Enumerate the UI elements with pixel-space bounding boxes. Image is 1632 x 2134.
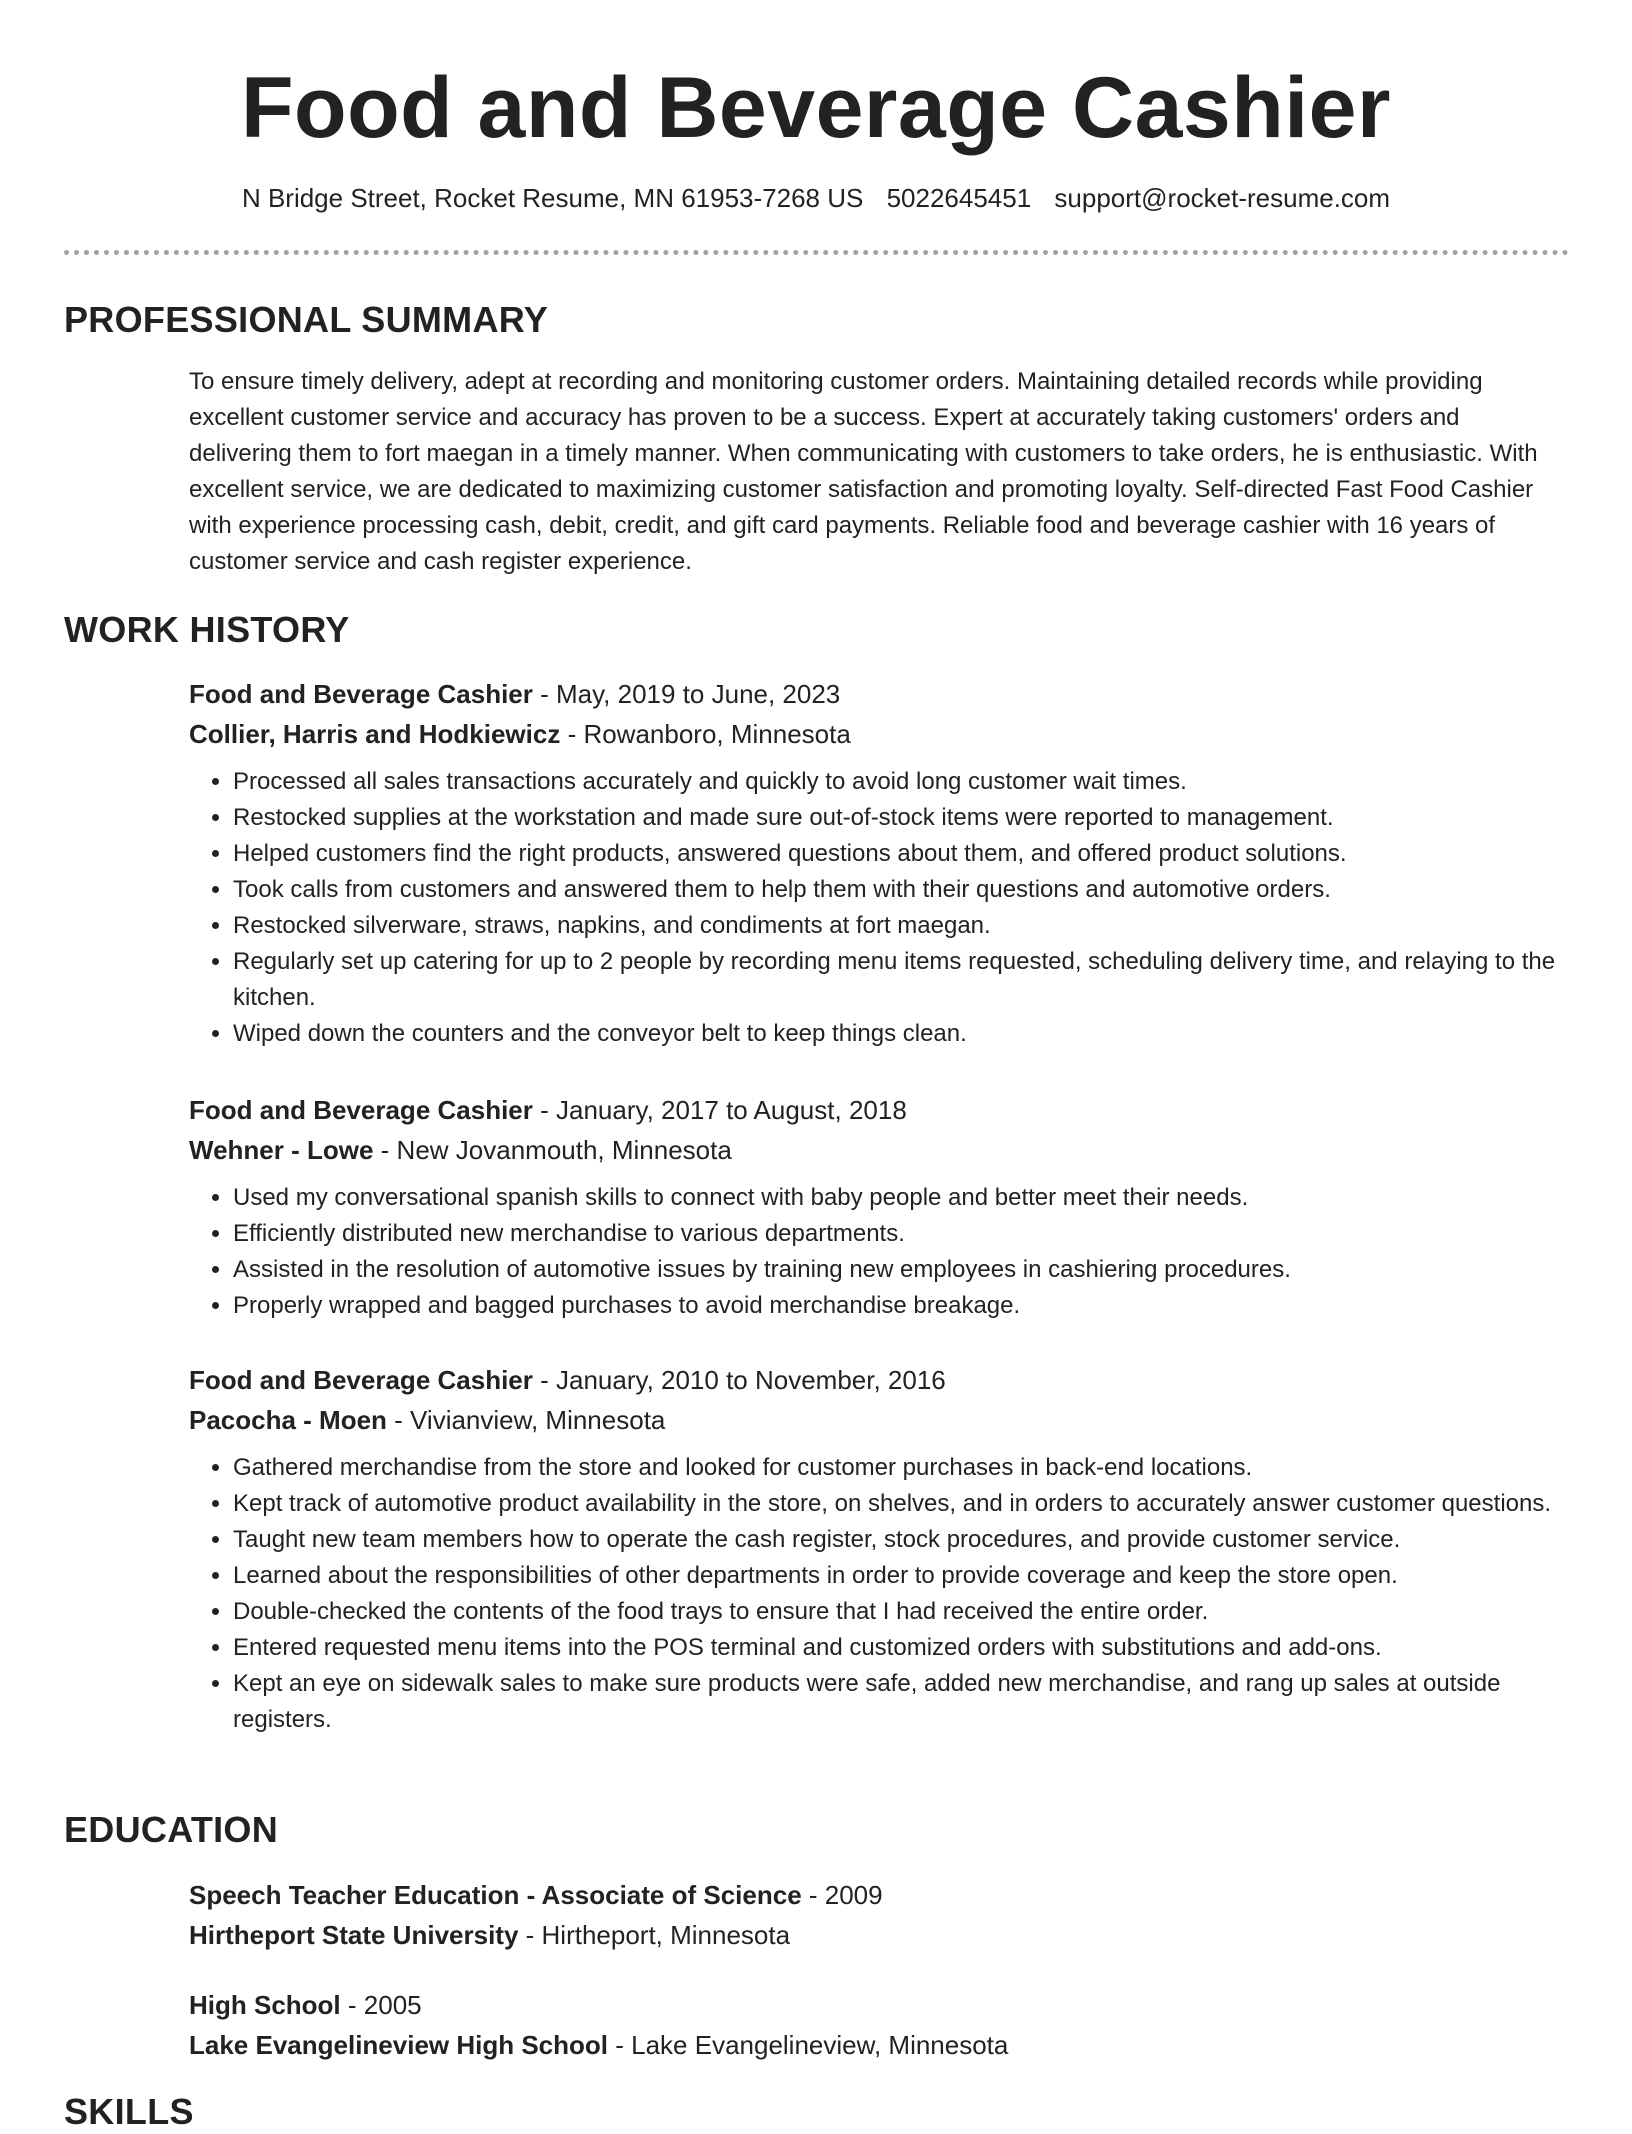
contact-line: [0, 180, 1632, 216]
education-school: Lake Evangelineview High School: [189, 2030, 609, 2060]
education-entry: [189, 1985, 1559, 2065]
resume-name: Food and Beverage Cashier: [241, 60, 1391, 156]
education-entry: [189, 1875, 1559, 1955]
job-bullet: • Restocked silverware, straws, napkins, and condiments at fort maegan.: [233, 908, 1559, 944]
job-location: - Vivianview, Minnesota: [386, 1405, 666, 1435]
job-location: - Rowanboro, Minnesota: [560, 719, 851, 749]
education-degree: Speech Teacher Education - Associate of Science: [189, 1880, 802, 1910]
job-dates: - January, 2017 to August, 2018: [532, 1095, 907, 1125]
job-bullets: [189, 764, 1559, 1052]
section-title-education: EDUCATION: [64, 1809, 279, 1850]
job-bullet: • Kept track of automotive product availability in the store, on shelves, and in orders to accurately answer customer questions.: [233, 1486, 1559, 1522]
job-bullet: • Entered requested menu items into the POS terminal and customized orders with substitutions and add-ons.: [233, 1630, 1559, 1666]
job-title-line: [189, 1090, 1559, 1130]
job-bullets: [189, 1180, 1559, 1324]
job-title-line: [189, 674, 1559, 714]
section-title-summary: PROFESSIONAL SUMMARY: [64, 299, 549, 340]
job-bullet: • Efficiently distributed new merchandise to various departments.: [233, 1216, 1559, 1252]
job-bullet: • Processed all sales transactions accurately and quickly to avoid long customer wait times.: [233, 764, 1559, 800]
education-location: - Lake Evangelineview, Minnesota: [608, 2030, 1009, 2060]
job-company: Collier, Harris and Hodkiewicz: [189, 719, 561, 749]
job-company: Pacocha - Moen: [189, 1405, 387, 1435]
education-degree: High School: [189, 1990, 341, 2020]
job-bullet: • Restocked supplies at the workstation and made sure out-of-stock items were reported to management.: [233, 800, 1559, 836]
job-entry: [189, 674, 1559, 1052]
job-company: Wehner - Lowe: [189, 1135, 374, 1165]
education-year: - 2005: [340, 1990, 422, 2020]
job-bullets: [189, 1450, 1559, 1738]
contact-email: support@rocket-resume.com: [1054, 183, 1391, 213]
job-bullet: • Learned about the responsibilities of other departments in order to provide coverage and keep the store open.: [233, 1558, 1559, 1594]
education-school-line: [189, 1915, 1559, 1955]
education-location: - Hirtheport, Minnesota: [518, 1920, 791, 1950]
section-title-skills: SKILLS: [64, 2091, 194, 2132]
job-role: Food and Beverage Cashier: [189, 1095, 533, 1125]
contact-address: N Bridge Street, Rocket Resume, MN 61953-7268 US: [241, 183, 864, 213]
job-bullet: • Used my conversational spanish skills to connect with baby people and better meet their needs.: [233, 1180, 1559, 1216]
job-bullet: • Properly wrapped and bagged purchases to avoid merchandise breakage.: [233, 1288, 1559, 1324]
job-location: - New Jovanmouth, Minnesota: [373, 1135, 732, 1165]
job-company-line: [189, 714, 1559, 754]
education-school-line: [189, 2025, 1559, 2065]
job-entry: [189, 1090, 1559, 1324]
job-dates: - January, 2010 to November, 2016: [532, 1365, 946, 1395]
contact-phone: 5022645451: [886, 183, 1032, 213]
job-entry: [189, 1360, 1559, 1738]
section-title-work-history: WORK HISTORY: [64, 609, 350, 650]
job-role: Food and Beverage Cashier: [189, 679, 533, 709]
education-school: Hirtheport State University: [189, 1920, 519, 1950]
job-bullet: • Wiped down the counters and the conveyor belt to keep things clean.: [233, 1016, 1559, 1052]
job-bullet: • Helped customers find the right products, answered questions about them, and offered product solutions.: [233, 836, 1559, 872]
job-bullet: • Gathered merchandise from the store and looked for customer purchases in back-end locations.: [233, 1450, 1559, 1486]
job-bullet: • Kept an eye on sidewalk sales to make sure products were safe, added new merchandise, and rang up sales at outside registers.: [233, 1666, 1559, 1738]
job-company-line: [189, 1400, 1559, 1440]
job-bullet: • Taught new team members how to operate the cash register, stock procedures, and provide customer service.: [233, 1522, 1559, 1558]
education-year: - 2009: [801, 1880, 883, 1910]
header-divider: [64, 250, 1569, 255]
job-role: Food and Beverage Cashier: [189, 1365, 533, 1395]
summary-text: To ensure timely delivery, adept at recording and monitoring customer orders. Maintaining detailed records while providing excellent customer service and accuracy has proven to be a success. Expert at accurately taking customers' orders and delivering them to fort maegan in a timely manner. When communicating with customers to take orders, he is enthusiastic. With excellent service, we are dedicated to maximizing customer satisfaction and promoting loyalty. Self-directed Fast Food Cashier with experience processing cash, debit, credit, and gift card payments. Reliable food and beverage cashier with 16 years of customer service and cash register experience.: [189, 368, 1538, 575]
job-bullet: • Regularly set up catering for up to 2 people by recording menu items requested, scheduling delivery time, and relaying to the kitchen.: [233, 944, 1559, 1016]
job-dates: - May, 2019 to June, 2023: [532, 679, 841, 709]
job-bullet: • Double-checked the contents of the food trays to ensure that I had received the entire order.: [233, 1594, 1559, 1630]
job-bullet: • Assisted in the resolution of automotive issues by training new employees in cashiering procedures.: [233, 1252, 1559, 1288]
education-degree-line: [189, 1875, 1559, 1915]
job-title-line: [189, 1360, 1559, 1400]
education-degree-line: [189, 1985, 1559, 2025]
job-company-line: [189, 1130, 1559, 1170]
job-bullet: • Took calls from customers and answered them to help them with their questions and automotive orders.: [233, 872, 1559, 908]
